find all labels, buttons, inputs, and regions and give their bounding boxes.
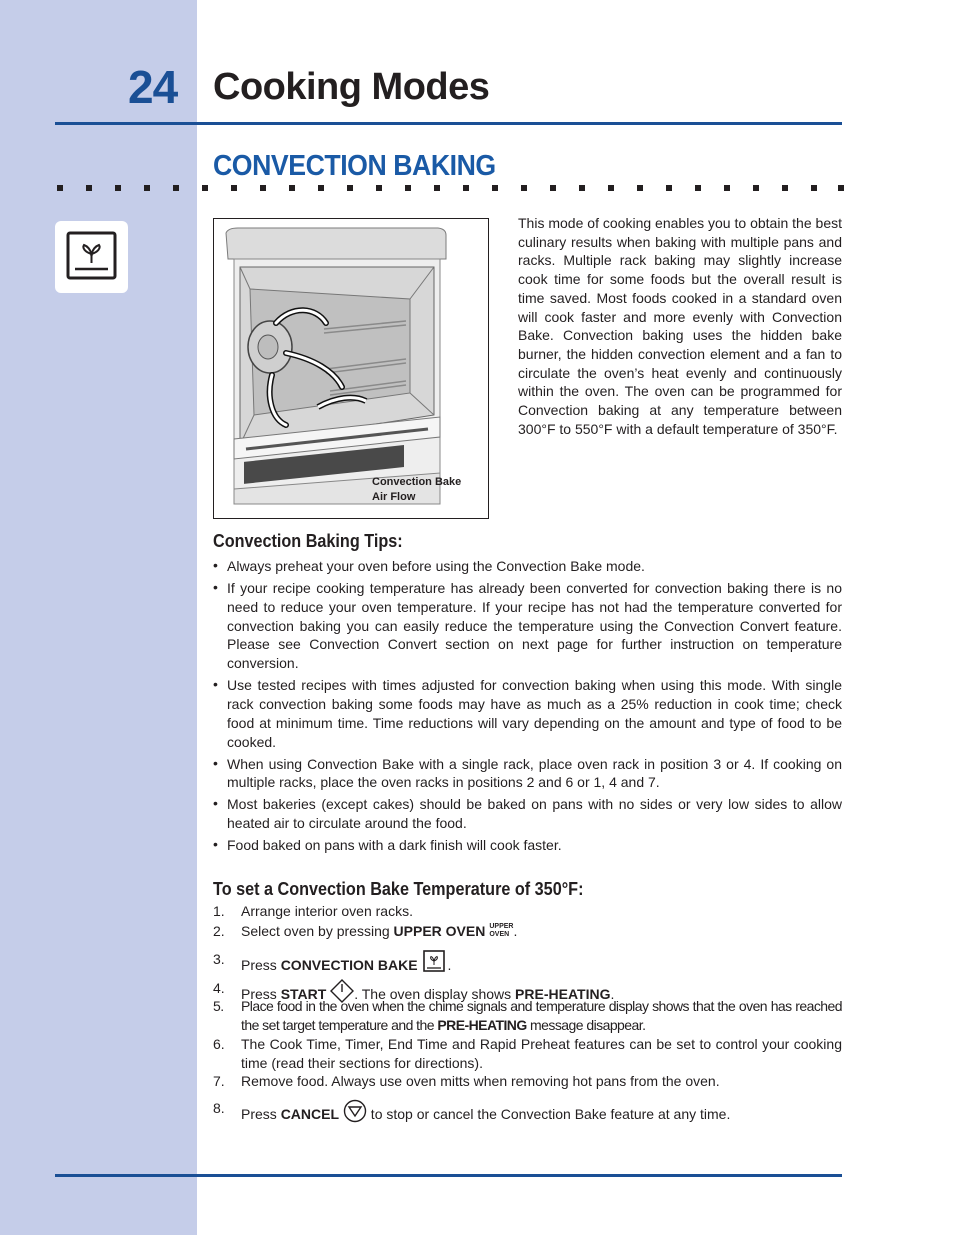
tip-item [213, 836, 842, 855]
step-number: 1. [213, 903, 225, 919]
step-text: Arrange interior oven racks. [241, 903, 413, 919]
step-number: 2. [213, 923, 225, 939]
tip-text: Most bakeries (except cakes) should be baked on pans with no sides or very low sides to allow heated air to circulate around the food. [227, 796, 842, 832]
figure-caption-line-2: Air Flow [372, 491, 416, 503]
tip-text: If your recipe cooking temperature has already been converted for convection baking there is no need to reduce your oven temperature. If your recipe has not had the temperature converted for convection baking you can easily reduce the temperature using the Convection Convert feature. Please see Convection Convert section on next page for further instruction on temperature conversion. [227, 579, 842, 672]
oven-airflow-illustration [214, 219, 488, 518]
bullet-marker: • [213, 557, 218, 573]
figure-caption [372, 475, 461, 505]
step-text: The Cook Time, Timer, End Time and Rapid Preheat features can be set to control your cooking time (read their sections for directions). [241, 1036, 842, 1071]
tip-text: Food baked on pans with a dark finish will cook faster. [227, 837, 562, 854]
step-text-end: message disappear. [526, 1016, 646, 1033]
tip-item [213, 557, 842, 576]
step-number: 8. [213, 1100, 225, 1116]
step-text-middle: . The oven display shows [354, 986, 516, 1002]
top-rule [55, 122, 842, 125]
bullet-marker: • [213, 578, 218, 595]
tips-heading: Convection Baking Tips: [213, 531, 403, 551]
pre-heating-keyword: PRE-HEATING [515, 986, 611, 1002]
tip-text: Always preheat your oven before using the Convection Bake mode. [227, 558, 645, 574]
page-number: 24 [128, 61, 178, 113]
step-2 [213, 922, 842, 941]
tip-item [213, 755, 842, 793]
upper-oven-key-line-2: OVEN [489, 931, 510, 938]
tip-item [213, 676, 842, 751]
step-7 [213, 1072, 842, 1091]
step-text: Press [241, 957, 281, 973]
bullet-marker: • [213, 836, 218, 853]
steps-heading: To set a Convection Bake Temperature of 350°F: [213, 879, 584, 899]
convection-bake-mode-tile [55, 221, 128, 293]
step-text-end: . [610, 986, 615, 1002]
step-text: Place food in the oven when the chime signals and temperature display shows that the oven has reached the set target temperature and the [241, 998, 842, 1033]
upper-oven-key-line-1: UPPER [489, 923, 514, 930]
oven-airflow-figure [213, 218, 489, 519]
bullet-marker: • [213, 676, 218, 693]
step-6 [213, 1035, 842, 1073]
bullet-marker: • [213, 795, 218, 812]
chapter-title: Cooking Modes [213, 66, 490, 108]
section-title: CONVECTION BAKING [213, 150, 496, 182]
convection-bake-icon [55, 221, 128, 293]
step-text: Select oven by pressing [241, 923, 394, 939]
step-text: Press [241, 1106, 281, 1122]
bullet-marker: • [213, 754, 218, 771]
intro-paragraph: This mode of cooking enables you to obtain the best culinary results when baking with multiple pans and racks. Multiple rack baking may slightly increase cook time for some foods but the overall result is time saved. Most foods cooked in a standard oven will cook faster and more evenly with Convection Bake. Convection baking uses the hidden bake burner, the hidden convection element and a fan to circulate the oven’s heat evenly and continuously within the oven. The oven can be programmed for Convection baking at any temperature between 300°F to 550°F with a default temperature of 350°F. [518, 215, 842, 437]
convection-bake-icon [421, 950, 447, 974]
step-text-end: . [513, 923, 518, 939]
step-number: 4. [213, 980, 225, 996]
tip-item [213, 579, 842, 673]
tip-item [213, 795, 842, 833]
tip-text: Use tested recipes with times adjusted for convection baking when using this mode. With single rack convection baking some foods may have as much as a 25% reduction in cook time; check food at minimum time. Time reductions will vary depending on the amount and type of food to be cooked. [227, 677, 842, 750]
step-number: 3. [213, 951, 225, 967]
figure-caption-line-1: Convection Bake [372, 476, 462, 488]
pre-heating-keyword: PRE-HEATING [437, 1016, 527, 1033]
step-number: 6. [213, 1036, 225, 1052]
step-text: Remove food. Always use oven mitts when removing hot pans from the oven. [241, 1073, 720, 1089]
tips-list [213, 557, 842, 858]
step-number: 7. [213, 1073, 225, 1089]
step-text-end: . [447, 957, 452, 973]
upper-oven-key-label [489, 923, 513, 939]
dotted-divider [57, 185, 847, 193]
step-5 [213, 997, 842, 1035]
bottom-rule [55, 1174, 842, 1177]
step-3 [213, 950, 842, 975]
convection-bake-keyword: CONVECTION BAKE [280, 957, 418, 973]
step-1 [213, 902, 842, 921]
tip-text: When using Convection Bake with a single rack, place oven rack in position 3 or 4. If cooking on multiple racks, place the oven racks in positions 2 and 6 or 1, 4 and 7. [227, 755, 842, 791]
step-text-end: to stop or cancel the Convection Bake feature at any time. [366, 1106, 731, 1122]
cancel-keyword: CANCEL [280, 1106, 340, 1122]
upper-oven-keyword: UPPER OVEN [393, 923, 486, 939]
start-keyword: START [280, 986, 327, 1002]
step-number: 5. [213, 998, 224, 1014]
step-8 [213, 1099, 842, 1124]
cancel-icon [343, 1099, 367, 1123]
step-text: Press [241, 986, 281, 1002]
